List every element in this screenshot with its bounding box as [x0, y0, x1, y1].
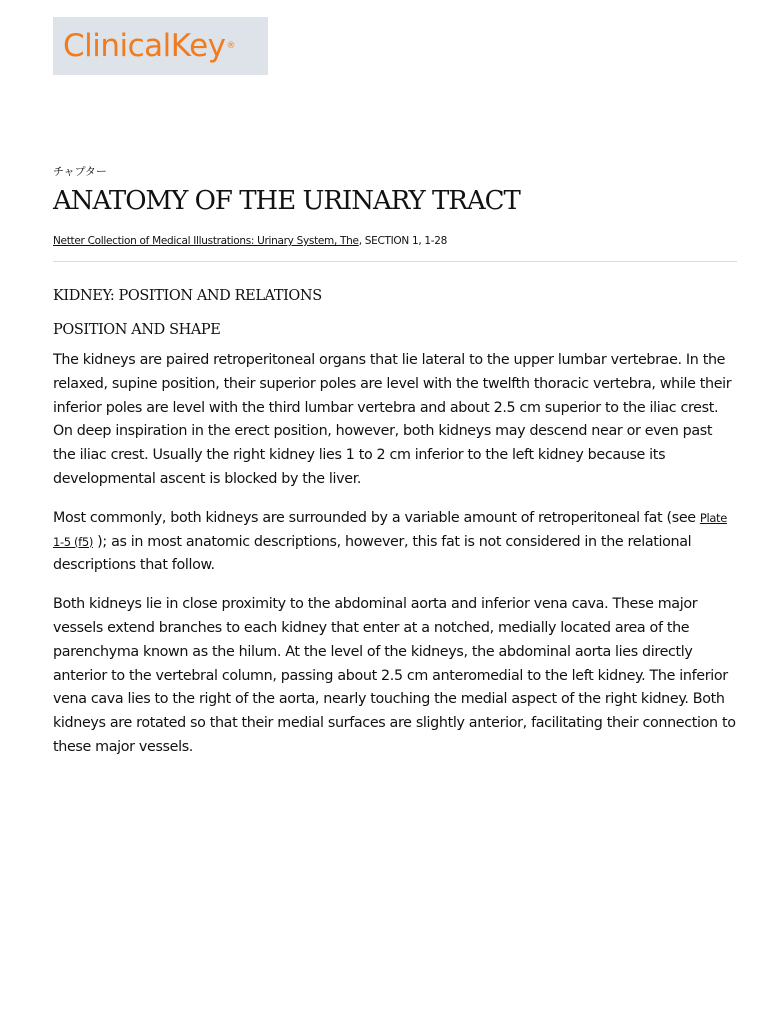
plate-link[interactable]: Plate 1-5 (f5) [53, 510, 727, 549]
chapter-title: ANATOMY OF THE URINARY TRACT [53, 186, 520, 216]
section-heading: KIDNEY: POSITION AND RELATIONS [53, 288, 322, 304]
paragraph-2-text-end: ); as in most anatomic descriptions, however, this fat is not considered in the relational descriptions that follow. [53, 533, 692, 574]
registered-mark: ® [226, 41, 236, 51]
paragraph-1: The kidneys are paired retroperitoneal organs that lie lateral to the upper lumbar vertebrae. In the relaxed, supine position, their superior poles are level with the twelfth thoracic vertebra, while their inferior poles are level with the third lumbar vertebra and about 2.5 cm superior to the iliac crest. On deep inspiration in the erect position, however, both kidneys may descend near or even past the iliac crest. Usually the right kidney lies 1 to 2 cm inferior to the left kidney because its developmental ascent is blocked by the liver. [53, 352, 732, 487]
citation [53, 233, 737, 249]
paragraph-2-text-start: Most commonly, both kidneys are surrounded by a variable amount of retroperitoneal fat (see [53, 509, 700, 526]
paragraph-2 [53, 507, 737, 578]
logo-text: ClinicalKey [63, 27, 226, 64]
subsection-heading: POSITION AND SHAPE [53, 322, 221, 338]
source-link[interactable]: Netter Collection of Medical Illustrations: Urinary System, The [53, 235, 359, 247]
citation-details: , SECTION 1, 1-28 [358, 235, 448, 247]
divider [53, 261, 737, 262]
clinicalkey-logo[interactable] [53, 17, 268, 75]
paragraph-3: Both kidneys lie in close proximity to the abdominal aorta and inferior vena cava. These major vessels extend branches to each kidney that enter at a notched, medially located area of the parenchyma known as the hilum. At the level of the kidneys, the abdominal aorta lies directly anterior to the vertebral column, passing about 2.5 cm anteromedial to the left kidney. The inferior vena cava lies to the right of the aorta, nearly touching the medial aspect of the right kidney. Both kidneys are rotated so that their medial surfaces are slightly anterior, facilitating their connection to these major vessels. [53, 596, 736, 755]
chapter-label: チャプター [53, 165, 107, 178]
article-content [53, 164, 737, 760]
